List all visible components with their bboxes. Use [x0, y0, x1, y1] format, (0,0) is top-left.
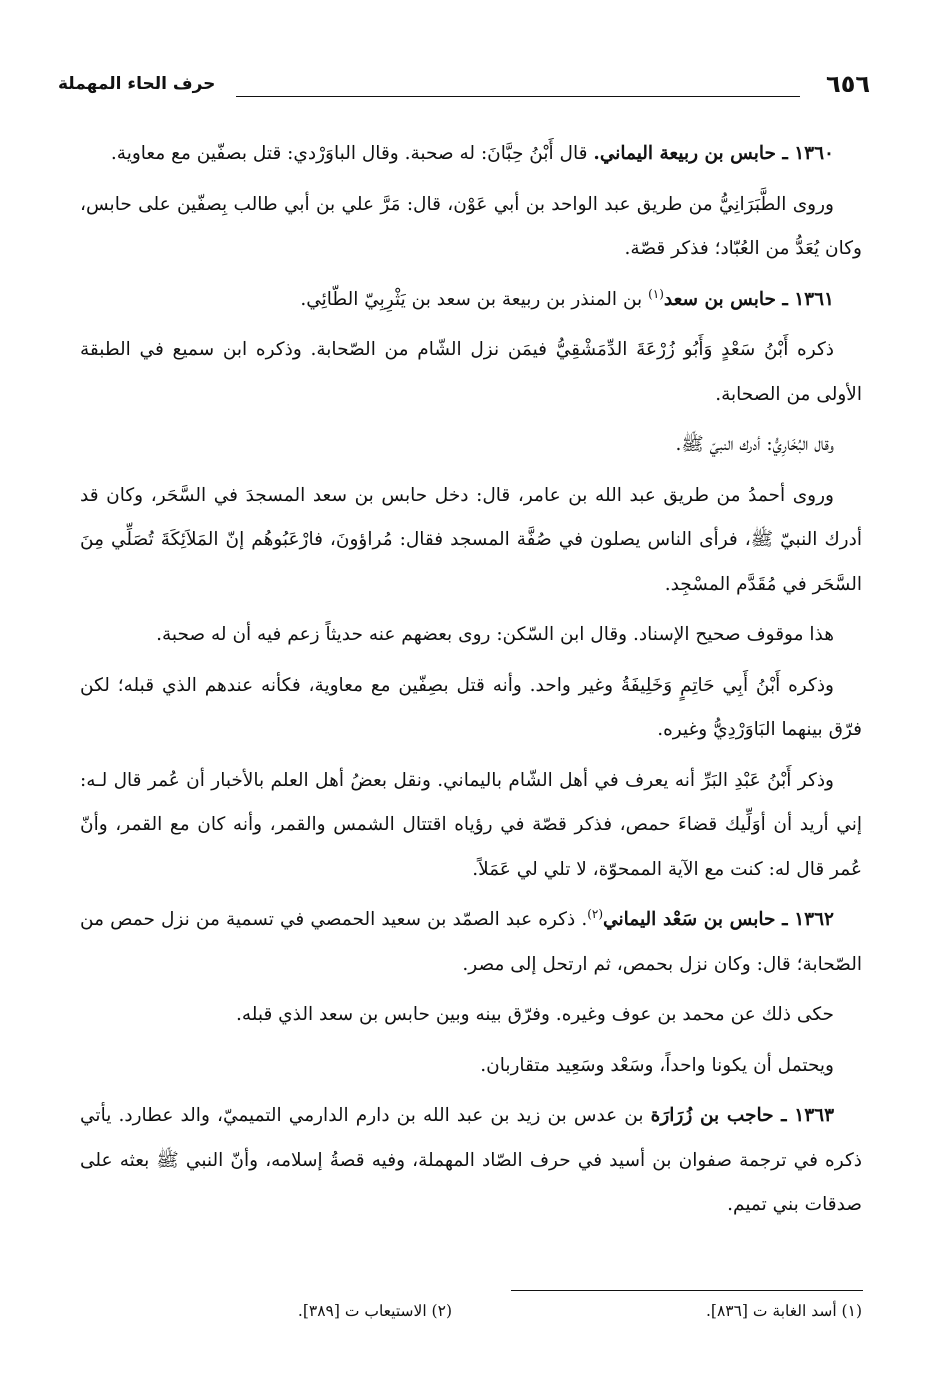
- entry-heading: ١٣٦٣ ـ حاجب بن زُرَارَة: [650, 1105, 835, 1126]
- paragraph-text: هذا موقوف صحيح الإسناد. وقال ابن السّكن: روى بعضهم عنه حديثاً زعم فيه أن له صحبة.: [156, 624, 834, 645]
- paragraph-text: وذكره أَبْنُ أَبِي حَاتِمٍ وَخَلِيفَةُ وغير واحد. وأنه قتل بصِفّين مع معاوية، فكأنه عندهم الذي قبله؛ لكن فرّق بينهما البَاوَرْدِيُّ وغيره.: [80, 674, 862, 740]
- entry-1362: [80, 898, 862, 987]
- entry-1360: [80, 132, 862, 177]
- paragraph-text: ذكره أَبْنُ سَعْدٍ وَأَبُو زُرْعَةَ الدِّمَشْقِيُّ فيمَن نزل الشّام من الصّحابة. وذكره ابن سميع في الطبقة الأولى من الصحابة.: [80, 339, 862, 405]
- entry-text: قال أَبْنُ حِبَّانَ: له صحبة. وقال الباوَرْدي: قتل بصفّين مع معاوية.: [110, 143, 594, 164]
- entry-text: بن عدس بن زيد بن عبد الله بن دارم الدارمي التميميّ، والد عطارد. يأتي ذكره في ترجمة صفوان بن أسيد في حرف الصّاد المهملة، وفيه قصةُ إسلامه، وأنّ النبي ﷺ بعثه على صدقات بني تميم.: [80, 1105, 862, 1215]
- paragraph: [80, 759, 862, 893]
- entry-text: . ذكره عبد الصمّد بن سعيد الحمصي في تسمية من نزل حمص من الصّحابة؛ قال: وكان نزل بحمص، ثم ارتحل إلى مصر.: [80, 909, 862, 975]
- paragraph: [80, 664, 862, 753]
- footnote-ref-2: (٢): [587, 906, 604, 921]
- header-rule: [236, 96, 800, 97]
- entry-1363: [80, 1094, 862, 1228]
- footnote-ref-1: (١): [648, 286, 664, 301]
- footnotes: [80, 1302, 862, 1342]
- entry-heading: ١٣٦١ ـ حابس بن سعد: [663, 288, 834, 310]
- entry-text: بن المنذر بن ربيعة بن سعد بن يَثْرِبِيّ الطّائِي.: [300, 288, 649, 310]
- footnote-1: (١) أسد الغابة ت [٨٣٦].: [705, 1302, 862, 1320]
- paragraph: [80, 423, 862, 468]
- page-header: [58, 70, 870, 110]
- running-title: حرف الحاء المهملة: [58, 74, 216, 94]
- paragraph-text: وروى أحمدُ من طريق عبد الله بن عامر، قال: دخل حابس بن سعد المسجدَ في السَّحَر، وكان قد أدرك النبيّ ﷺ، فرأى الناس يصلون في صُفَّة المسجد فقال: مُراؤونَ، فارْعَبُوهُم إنّ المَلاَئِكَةَ تُصَلِّي مِنَ السَّحَر في مُقَدَّم المسْجِد.: [80, 484, 862, 595]
- paragraph: [80, 183, 862, 272]
- paragraph: [80, 993, 862, 1038]
- paragraph-text: وروى الطَّبَرَانِيُّ من طريق عبد الواحد بن أبي عَوْن، قال: مَرَّ علي بن أبي طالب بِصفّين على حابس، وكان يُعَدُّ من العُبّاد؛ فذكر قصّة.: [80, 193, 862, 259]
- entry-1361: [80, 278, 862, 323]
- footnote-2: (٢) الاستيعاب ت [٣٨٩].: [297, 1302, 452, 1320]
- paragraph: [80, 328, 862, 417]
- entry-heading: ١٣٦٢ ـ حابس بن سَعْد اليماني: [603, 909, 834, 930]
- page-number: ٦٥٦: [826, 70, 870, 98]
- paragraph: [80, 613, 862, 658]
- footnote-rule: [511, 1290, 863, 1291]
- paragraph-text: ويحتمل أن يكونا واحداً، وسَعْد وسَعِيد متقاربان.: [480, 1054, 834, 1076]
- paragraph: [80, 1044, 862, 1089]
- page-body: [80, 132, 862, 1234]
- paragraph: [80, 474, 862, 608]
- paragraph-text: وذكر أَبْنُ عَبْدِ البَرِّ أنه يعرف في أهل الشّام باليماني. ونقل بعضُ أهل العلم بالأخبار أن عُمر قال لـه: إني أريد أن أوَلِّيك قضاءَ حمص، فذكر قصّة في رؤياه اقتتال الشمس والقمر، وأنه كان مع القمر، وأنّ عُمر قال له: كنت مع الآية الممحوّة، لا تلي لي عَمَلاً.: [80, 769, 862, 880]
- paragraph-text: وقال البُخَارِيُّ: أدرك النبيّ ﷺ.: [675, 434, 834, 455]
- entry-heading: ١٣٦٠ ـ حابس بن ربيعة اليماني.: [593, 143, 834, 164]
- paragraph-text: حكى ذلك عن محمد بن عوف وغيره. وفرّق بينه وبين حابس بن سعد الذي قبله.: [235, 1004, 834, 1025]
